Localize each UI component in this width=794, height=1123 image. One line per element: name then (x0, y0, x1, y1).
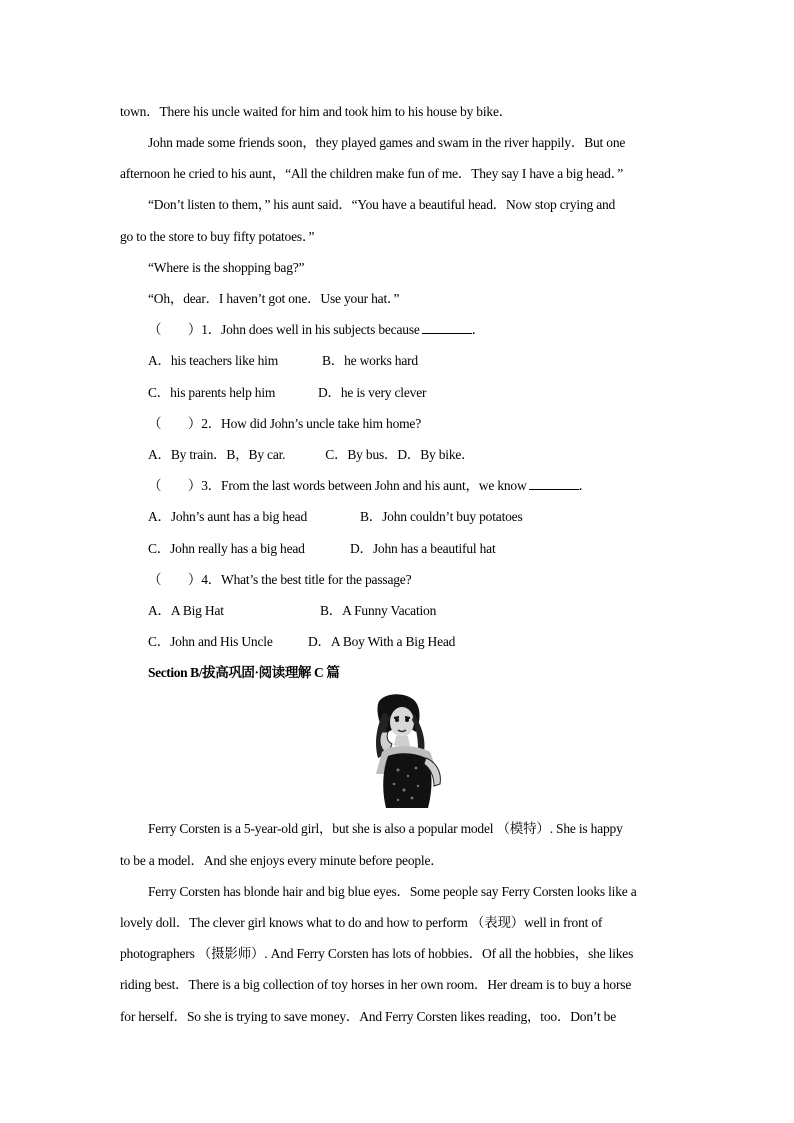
option-d: D．he is very clever (318, 385, 427, 400)
option-b: B．he works hard (322, 353, 418, 368)
passage-a-line: “Don’t listen to them，” his aunt said．“You have a beautiful head．Now stop crying and (148, 197, 616, 212)
option-c: C．John really has a big head (148, 541, 305, 556)
question-4-stem: （ ）4．What’s the best title for the passage? (148, 572, 412, 587)
question-2-options-row: A．By train．B，By car. C．By bus．D．By bike． (148, 447, 475, 462)
passage-c-line: to be a model．And she enjoys every minute before people． (120, 853, 444, 868)
question-4-options-row (148, 633, 455, 651)
passage-a-line: “Where is the shopping bag?” (148, 260, 305, 275)
question-1-stem (148, 321, 485, 339)
question-3-stem (148, 477, 592, 495)
passage-a-line: “Oh，dear．I haven’t got one．Use your hat．” (148, 291, 400, 306)
question-stem-text: （ ）3．From the last words between John and his aunt，we know (148, 478, 527, 493)
option-d: D．A Boy With a Big Head (308, 634, 456, 649)
question-stem-end: ． (578, 478, 592, 493)
option-b: B．John couldn’t buy potatoes (360, 509, 523, 524)
option-c: C．his parents help him (148, 385, 276, 400)
passage-a-line: go to the store to buy fifty potatoes．” (120, 229, 315, 244)
passage-a-line: town．There his uncle waited for him and took him to his house by bike． (120, 104, 513, 119)
option-b: B．A Funny Vacation (320, 603, 437, 618)
option-d: D．John has a beautiful hat (350, 541, 496, 556)
question-1-options-row (148, 384, 426, 402)
passage-c-line: Ferry Corsten has blonde hair and big blue eyes．Some people say Ferry Corsten looks like a (148, 884, 637, 899)
passage-c-line: Ferry Corsten is a 5-year-old girl，but she is also a popular model （模特）. She is happy (148, 821, 623, 836)
passage-a-line: John made some friends soon，they played games and swam in the river happily．But one (148, 135, 626, 150)
question-stem-text: （ ）1．John does well in his subjects because (148, 322, 420, 337)
option-a: A．A Big Hat (148, 603, 224, 618)
question-4-options-row (148, 602, 436, 620)
question-stem-end: ． (471, 322, 485, 337)
passage-a-line: afternoon he cried to his aunt，“All the children make fun of me．They say I have a big head．” (120, 166, 624, 181)
answer-blank (422, 321, 472, 334)
question-3-options-row (148, 508, 523, 526)
passage-c-line: riding best．There is a big collection of toy horses in her own room．Her dream is to buy a horse (120, 977, 632, 992)
question-1-options-row (148, 352, 418, 370)
answer-blank (529, 477, 579, 490)
option-c: C．John and His Uncle (148, 634, 273, 649)
passage-c-line: lovely doll．The clever girl knows what to do and how to perform （表现）well in front of (120, 915, 603, 930)
question-3-options-row (148, 540, 496, 558)
section-heading: Section B/拔高巩固·阅读理解 C 篇 (148, 665, 340, 680)
option-a: A．his teachers like him (148, 353, 278, 368)
passage-c-line: photographers （摄影师）. And Ferry Corsten has lots of hobbies．Of all the hobbies，she likes (120, 946, 634, 961)
question-2-stem: （ ）2．How did John’s uncle take him home? (148, 416, 422, 431)
girl-model-photo-icon (368, 692, 448, 812)
passage-c-line: for herself．So she is trying to save money．And Ferry Corsten likes reading，too．Don’t be (120, 1009, 617, 1024)
option-a: A．John’s aunt has a big head (148, 509, 307, 524)
